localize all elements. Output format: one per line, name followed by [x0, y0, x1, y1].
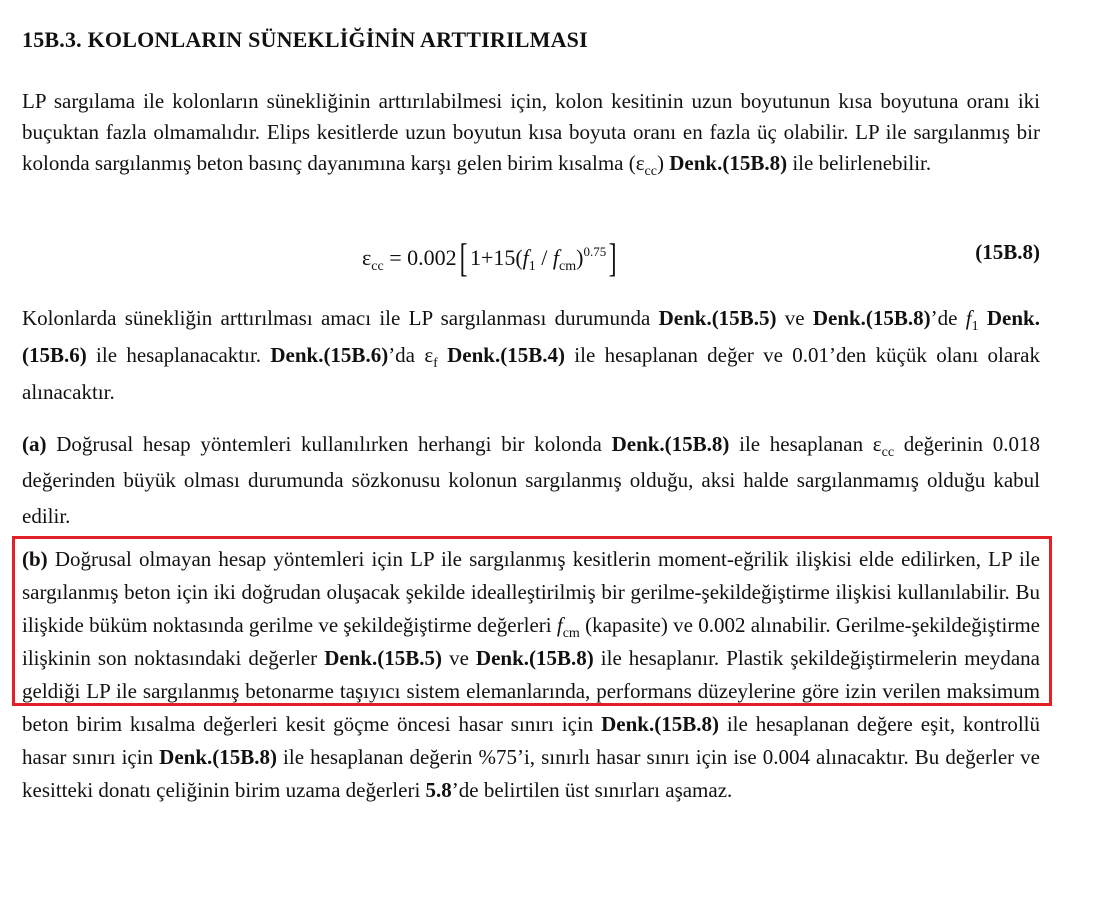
- eq-slash: /: [535, 245, 553, 270]
- p1-text-a: LP sargılama ile kolonların sünekliğinin arttırılabilmesi için, kolon kesitinin uzun boyutunun kısa boyutuna oranı iki buçuktan fazla olmamalıdır. Elips kesitlerde uzun boyutun kısa boyuta oranı en fazla üç olabilir. LP ile sargılanmış bir kolonda sargılanmış beton basınç dayanımına karşı gelen birim kısalma (: [22, 89, 1040, 175]
- p4-text-6: ile hesaplanan değerin %75’i, sınırlı hasar sınırı için ise 0.004 alınacaktır. Bu değerler ve kesitteki donatı çeliğinin birim uzama değerleri: [22, 745, 1041, 802]
- p2-text-7: [438, 343, 447, 367]
- p2-text-8: ile hesaplanan değer ve 0.01’den küçük olanı olarak alınacaktır.: [22, 343, 1040, 404]
- p1-text-b: ): [656, 151, 670, 175]
- p2-text-5: ile hesaplanacaktır.: [86, 343, 271, 367]
- epsilon-symbol: ε: [635, 151, 645, 175]
- p2-text-4: [979, 306, 987, 330]
- paragraph-1: [22, 86, 1040, 179]
- paragraph-b: [22, 543, 1040, 807]
- epsilon-subscript: cc: [644, 164, 657, 179]
- p2-f-symbol: f: [965, 306, 972, 330]
- p2-text-6: ’da: [388, 343, 425, 367]
- p4-text-7: ’de belirtilen üst sınırları aşamaz.: [451, 778, 733, 802]
- eq-exponent: 0.75: [583, 244, 607, 259]
- eq-inner-a: 1+15(: [469, 245, 523, 270]
- p2-text-1: Kolonlarda sünekliğin arttırılması amacı ile LP sargılanması durumunda: [22, 306, 659, 330]
- eq-fcm: f: [552, 245, 560, 270]
- eq-epsilon-subscript: cc: [371, 259, 384, 274]
- p2-epsilon: ε: [424, 343, 434, 367]
- p2-ref-4: Denk.(15B.6): [270, 343, 389, 367]
- p2-epsilon-subscript: f: [433, 356, 438, 371]
- item-label-b: (b): [22, 547, 48, 571]
- p2-ref-5: Denk.(15B.4): [447, 343, 565, 367]
- paragraph-2: [22, 300, 1040, 411]
- p3-epsilon-subscript: cc: [881, 445, 895, 460]
- p2-ref-2: Denk.(15B.8): [812, 306, 931, 330]
- p3-text-2: ile hesaplanan: [729, 432, 873, 456]
- p4-text-4: ile hesaplanır. Plastik şekildeğiştirmelerin meydana geldiği LP ile sargılanmış betonarme taşıyıcı sistem elemanlarında, performans düzeylerine göre izin verilen maksimum beton birim kısalma değerleri kesit göçme öncesi hasar sınırı için: [22, 646, 1041, 736]
- p4-ref-2: Denk.(15B.8): [475, 646, 594, 670]
- eq-lhs-rest: = 0.002: [383, 245, 457, 270]
- item-label-a: (a): [22, 432, 47, 456]
- equation-number: (15B.8): [975, 240, 1040, 264]
- p4-text-3: ve: [442, 646, 476, 670]
- p2-ref-1: Denk.(15B.5): [658, 306, 777, 330]
- eq-epsilon: ε: [362, 245, 372, 270]
- equation-15b8: [22, 232, 1040, 280]
- equation-reference: Denk.(15B.8): [669, 151, 788, 175]
- eq-f1-subscript: 1: [528, 259, 536, 274]
- paragraph-a: [22, 426, 1040, 534]
- p3-epsilon: ε: [872, 432, 882, 456]
- section-heading: 15B.3. KOLONLARIN SÜNEKLİĞİNİN ARTTIRILMASI: [22, 27, 588, 52]
- p3-ref-1: Denk.(15B.8): [611, 432, 730, 456]
- equation-body: [362, 235, 620, 280]
- p4-text-2: (kapasite) ve 0.002 alınabilir. Gerilme-şekildeğiştirme ilişkinin son noktasındaki değerler: [22, 613, 1040, 670]
- p3-text-1: Doğrusal hesap yöntemleri kullanılırken herhangi bir kolonda: [46, 432, 612, 456]
- p4-ref-4: Denk.(15B.8): [159, 745, 277, 769]
- eq-fcm-subscript: cm: [559, 259, 577, 274]
- eq-f1: f: [522, 245, 529, 270]
- p4-f-symbol: f: [556, 613, 563, 637]
- p2-ref-3: Denk.(15B.6): [22, 306, 1040, 367]
- p4-text-1: Doğrusal olmayan hesap yöntemleri için LP ile sargılanmış kesitlerin moment-eğrilik ilişkisi elde edilirken, LP ile sargılanmış beton için iki doğrudan oluşacak şekilde idealleştirilmiş bir gerilme-şekildeğiştirme ilişkisi kullanılabilir. Bu ilişkide büküm noktasında gerilme ve şekildeğiştirme değerleri: [22, 547, 1040, 637]
- p1-text-c: ile belirlenebilir.: [787, 151, 932, 175]
- left-bracket: [: [459, 235, 468, 280]
- p4-ref-3: Denk.(15B.8): [601, 712, 719, 736]
- right-bracket: ]: [608, 235, 617, 280]
- p4-ref-1: Denk.(15B.5): [324, 646, 443, 670]
- p2-f-subscript: 1: [971, 319, 979, 334]
- p3-text-3: değerinin 0.018 değerinden büyük olması durumunda sözkonusu kolonun sargılanmış olduğu, aksi halde sargılanmamış olduğu kabul edilir.: [22, 432, 1040, 528]
- p4-f-subscript: cm: [562, 626, 580, 641]
- p2-text-3: ’de: [930, 306, 966, 330]
- p4-text-5: ile hesaplanan değere eşit, kontrollü hasar sınırı için: [22, 712, 1040, 769]
- eq-close-paren: ): [576, 245, 584, 270]
- p4-ref-5: 5.8: [425, 778, 452, 802]
- p2-text-2: ve: [776, 306, 813, 330]
